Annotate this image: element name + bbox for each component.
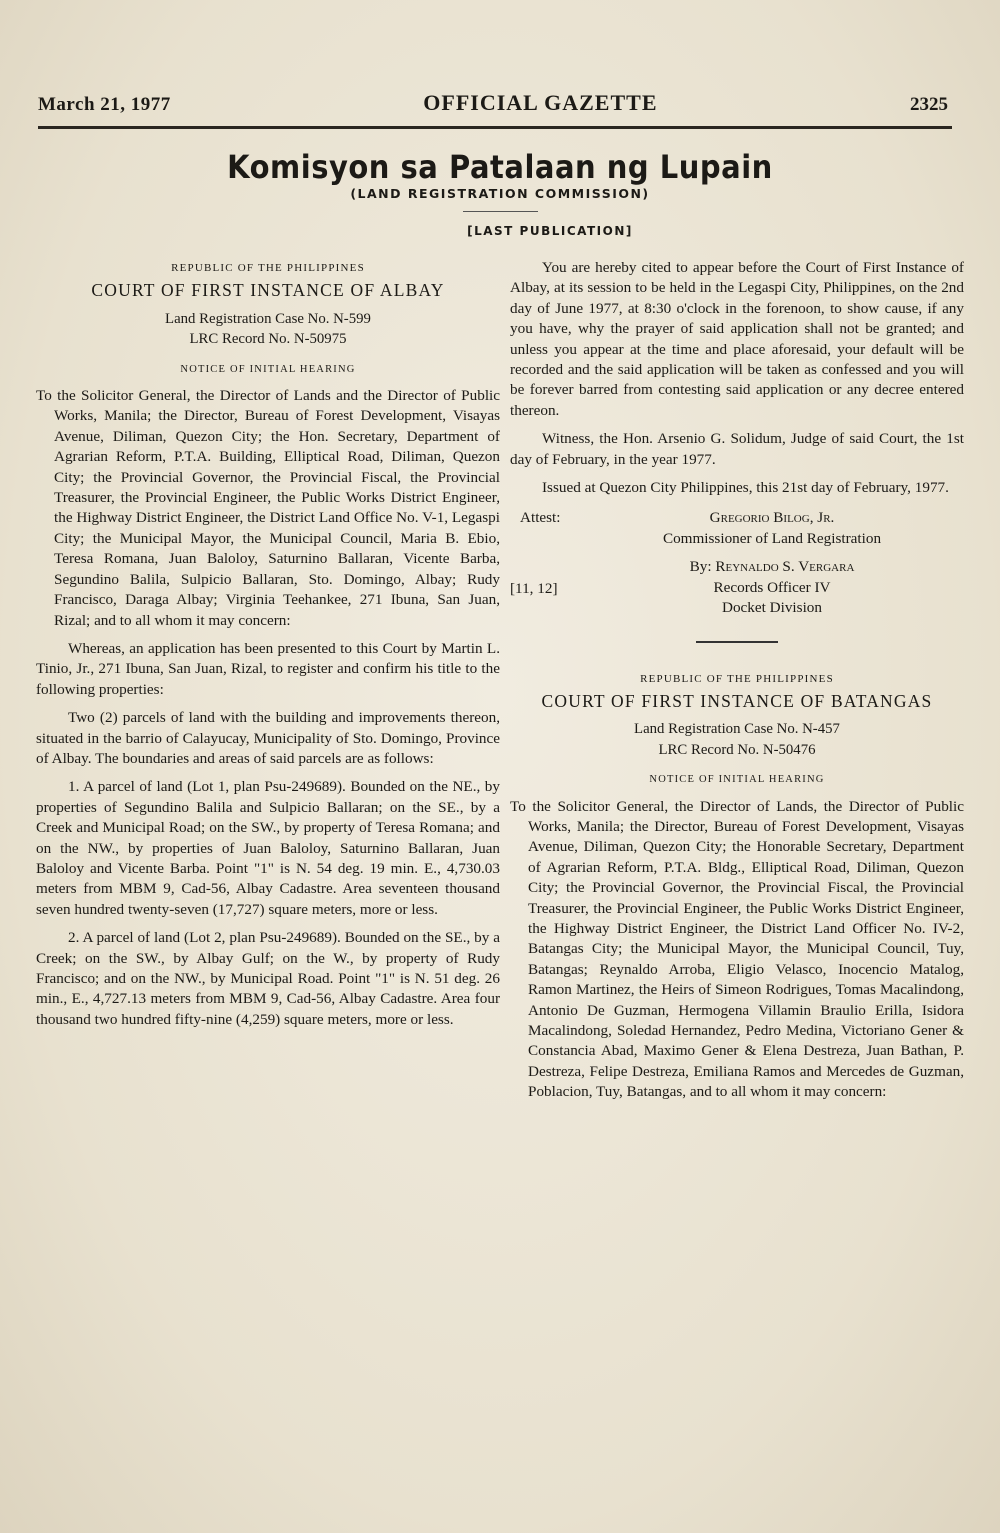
right-column xyxy=(510,258,964,1103)
albay-court-title: COURT OF FIRST INSTANCE OF ALBAY xyxy=(91,280,445,301)
batangas-court-title: COURT OF FIRST INSTANCE OF BATANGAS xyxy=(541,690,933,711)
commissioner-name: Gregorio Bilog, Jr. xyxy=(709,509,835,527)
officer-division: Docket Division xyxy=(722,599,822,617)
albay-two-parcels: Two (2) parcels of land with the building and improvements thereon, situated in the barrio of Calayucay, Municipality of Sto. Domingo, Province of Albay. The boundaries and areas of said parcels are as follows: xyxy=(36,709,500,767)
officer-title: Records Officer IV xyxy=(713,578,831,596)
publication-note: [LAST PUBLICATION] xyxy=(467,224,633,238)
section-masthead xyxy=(0,150,1000,238)
attest-block xyxy=(510,508,964,549)
signatory-block xyxy=(510,557,964,618)
by-label: By: xyxy=(689,558,712,576)
officer-name: Reynaldo S. Vergara xyxy=(715,558,855,576)
attest-label: Attest: xyxy=(520,509,561,527)
albay-republic: REPUBLIC OF THE PHILIPPINES xyxy=(171,262,365,274)
batangas-case-number: Land Registration Case No. N-457 xyxy=(634,721,840,738)
issue-date: March 21, 1977 xyxy=(38,94,171,115)
section-title: Komisyon sa Patalaan ng Lupain xyxy=(227,148,773,186)
batangas-addressee: To the Solicitor General, the Director of Lands, the Director of Public Works, Manila; the Director, Bureau of Forest Development, Visayas Avenue, Diliman, Quezon City; the Honorable Secretary, Department of Agrarian Reform, P.T.A. Bldg., Elliptical Road, Diliman, Quezon City; the Provincial Governor, the Provincial Fiscal, the Provincial Treasurer, the Provincial Engineer, the Public Works District Engineer, the Highway District Engineer, the District Land Officer No. IV-2, Batangas City; the Municipal Mayor, the Municipal Council, Tuy, Batangas; Reynaldo Arroba, Eligio Velasco, Inocencio Matalog, Ramon Martinez, the Heirs of Simeon Rodrigues, Tomas Macalindong, Antonio De Guzman, Hermogena Villamin Braulio Erilla, Isidora Macalindong, Soledad Hernandez, Pedro Medina, Victoriano Gener & Constancia Abad, Maximo Gener & Elena Destreza, Juan Bathan, P. Destreza, Felipe Destreza, Emiliana Ramos and Mercedes de Guzman, Poblacion, Tuy, Batangas, and to all whom it may concern: xyxy=(510,797,964,1101)
albay-witness: Witness, the Hon. Arsenio G. Solidum, Judge of said Court, the 1st day of February, in the year 1977. xyxy=(510,430,964,468)
albay-parcel-1: 1. A parcel of land (Lot 1, plan Psu-249689). Bounded on the NE., by properties of Segundino Balila and Sulpicio Ballaran; on the SE., by a Creek and Municipal Road; on the SW., by property of Teresa Romana; and on the NW., by properties of Juan Baloloy, Saturnino Ballaran, Juan Baloloy and Vicente Barba. Point "1" is N. 54 deg. 19 min. E., 4,730.03 meters from MBM 9, Cad-56, Albay Cadastre. Area seventeen thousand seven hundred twenty-seven (17,727) square meters, more or less. xyxy=(36,778,500,918)
batangas-notice-title: NOTICE OF INITIAL HEARING xyxy=(649,774,825,786)
masthead-divider xyxy=(463,211,538,212)
section-subtitle: (LAND REGISTRATION COMMISSION) xyxy=(350,186,650,201)
albay-case-number: Land Registration Case No. N-599 xyxy=(165,310,371,327)
notice-separator xyxy=(696,641,778,643)
albay-notice-title: NOTICE OF INITIAL HEARING xyxy=(180,363,356,375)
page-header xyxy=(38,90,948,120)
albay-lrc-record: LRC Record No. N-50975 xyxy=(189,331,347,348)
albay-issued: Issued at Quezon City Philippines, this 21st day of February, 1977. xyxy=(542,479,949,497)
albay-parcel-2: 2. A parcel of land (Lot 2, plan Psu-249689). Bounded on the SE., by a Creek; on the SW., by Albay Gulf; on the W., by property of Rudy Francisco; and on the NW., by Municipal Road. Point "1" is N. 51 deg. 26 min., E., 4,727.13 meters from MBM 9, Cad-56, Albay Cadastre. Area four thousand two hundred fifty-nine (4,259) square meters, more or less. xyxy=(36,929,500,1028)
albay-citation: You are hereby cited to appear before the Court of First Instance of Albay, at its session to be held in the Legaspi City, Philippines, on the 2nd day of June 1977, at 8:30 o'clock in the forenoon, to show cause, if any you have, why the prayer of said application shall not be granted; and unless you appear at the time and place aforesaid, your default will be recorded and the said application will be taken as confessed and you will be forever barred from contesting said application or any decree entered thereon. xyxy=(510,259,964,419)
commissioner-title: Commissioner of Land Registration xyxy=(662,529,882,547)
publication-ref: [11, 12] xyxy=(510,580,558,598)
left-column xyxy=(36,258,500,1030)
batangas-republic: REPUBLIC OF THE PHILIPPINES xyxy=(640,672,834,685)
publication-title: OFFICIAL GAZETTE xyxy=(423,90,658,115)
header-rule xyxy=(38,126,952,129)
batangas-lrc-record: LRC Record No. N-50476 xyxy=(658,741,816,758)
page-number: 2325 xyxy=(910,94,948,115)
albay-whereas: Whereas, an application has been presented to this Court by Martin L. Tinio, Jr., 271 Ibuna, San Juan, Rizal, to register and confirm his title to the following properties: xyxy=(36,639,500,698)
albay-addressee: To the Solicitor General, the Director of Lands and the Director of Public Works, Manila; the Director, Bureau of Forest Development, Visayas Avenue, Diliman, Quezon City; the Hon. Secretary, Department of Agrarian Reform, P.T.A. Building, Elliptical Road, Diliman, Quezon City; the Provincial Governor, the Provincial Fiscal, the Provincial Treasurer, the Provincial Engineer, the Public Works District Engineer, the Highway District Engineer, the District Land Office No. V-1, Legaspi City; the Municipal Mayor, the Municipal Council, Maria B. Ebio, Teresa Romana, Juan Baloloy, Saturnino Ballaran, Vicente Barba, Segundino Balila, Sulpicio Ballaran, Sto. Domingo, Albay; Rudy Francisco, Daraga Albay; Virginia Teehankee, 271 Ibuna, San Juan, Rizal; and to all whom it may concern: xyxy=(36,387,500,629)
